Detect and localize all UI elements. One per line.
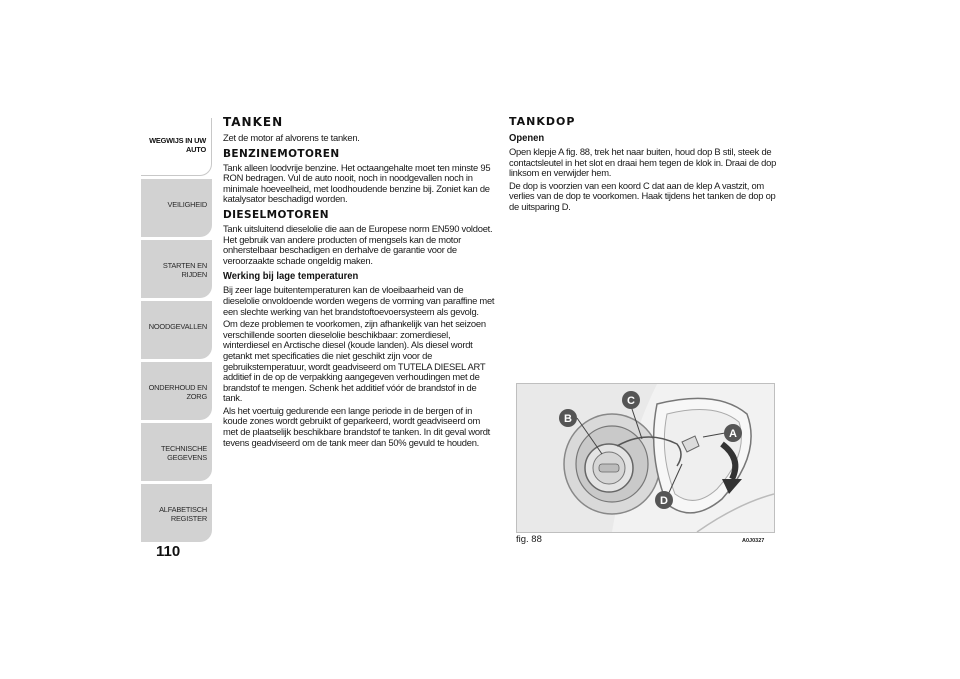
diesel-heading: DIESELMOTOREN xyxy=(223,208,329,221)
left-column xyxy=(223,115,495,450)
tab-label: VEILIGHEID xyxy=(167,200,207,209)
callout-b: B xyxy=(564,413,572,425)
tab-veiligheid[interactable] xyxy=(141,179,212,237)
figure-code: A0J0327 xyxy=(742,538,765,544)
fuel-cap-illustration xyxy=(516,383,775,533)
figure-caption: fig. 88 xyxy=(516,534,542,545)
lowtemp-paragraph-3: Als het voertuig gedurende een lange periode in de bergen of in koude zones wordt gebruikt of geparkeerd, wordt geadviseerd om met de plaatselijk beschikbare brandstof te tanken. In dit geval wordt tevens geadviseerd om de tank meer dan 50% gevuld te houden. xyxy=(223,404,491,448)
tab-technische-gegevens[interactable] xyxy=(141,423,212,481)
tab-onderhoud-en-zorg[interactable] xyxy=(141,362,212,420)
fuel-cap-drawing xyxy=(517,384,774,532)
lowtemp-heading: Werking bij lage temperaturen xyxy=(223,270,359,283)
tab-label: WEGWIJS IN UW AUTO xyxy=(149,136,206,154)
diesel-text: Tank uitsluitend dieselolie die aan de Europese norm EN590 voldoet. Het gebruik van andere producten of mengsels kan de motor onherstelbaar beschadigen en derhalve de garantie voor de veroorzaakte schade ongeldig maken. xyxy=(223,222,493,266)
tab-label: NOODGEVALLEN xyxy=(148,322,207,331)
open-heading: Openen xyxy=(509,132,545,144)
callout-d: D xyxy=(660,495,668,507)
chapter-tabs xyxy=(141,118,212,545)
tab-wegwijs-in-uw-auto[interactable] xyxy=(141,118,212,176)
page-number: 110 xyxy=(156,543,181,560)
tab-starten-en-rijden[interactable] xyxy=(141,240,212,298)
tab-noodgevallen[interactable] xyxy=(141,301,212,359)
callout-c: C xyxy=(627,395,635,407)
section-title: TANKDOP xyxy=(509,115,576,128)
section-title: TANKEN xyxy=(223,115,284,129)
open-paragraph-2: De dop is voorzien van een koord C dat aan de klep A vastzit, om verlies van de dop te voorkomen. Haak tijdens het tanken de dop op de uitsparing D. xyxy=(509,179,776,212)
lowtemp-paragraph-2: Om deze problemen te voorkomen, zijn afhankelijk van het seizoen verschillende soorten dieselolie beschikbaar: zomerdiesel, winterdiesel en Arctische diesel (koude landen). Als diesel wordt getankt met specificaties die niet geschikt zijn voor de gebruikstemperatuur, wordt geadviseerd om TUTELA DIESEL ART additief in de op de verpakking aangegeven verhoudingen met de brandstof te mengen. Schenk het additief vóór de brandstof in de tank. xyxy=(223,318,486,404)
lowtemp-paragraph-1: Bij zeer lage buitentemperaturen kan de vloeibaarheid van de dieselolie onvoldoende worden wegens de vorming van paraffine met een slechte werking van het brandstoftoevoersysteem als gevolg. xyxy=(223,284,495,317)
tab-label: ONDERHOUD EN ZORG xyxy=(148,383,207,401)
tab-label: ALFABETISCH REGISTER xyxy=(159,505,207,523)
petrol-heading: BENZINEMOTOREN xyxy=(223,147,340,160)
tab-alfabetisch-register[interactable] xyxy=(141,484,212,542)
callout-a: A xyxy=(729,428,737,440)
tab-label: STARTEN EN RIJDEN xyxy=(162,261,207,279)
tab-label: TECHNISCHE GEGEVENS xyxy=(160,444,207,462)
open-paragraph-1: Open klepje A fig. 88, trek het naar buiten, houd dop B stil, steek de contactsleutel in het slot en draai hem tegen de klok in. Draai de dop linksom en verwijder hem. xyxy=(509,146,777,179)
right-column xyxy=(509,115,781,215)
petrol-text: Tank alleen loodvrije benzine. Het octaangehalte moet ten minste 95 RON bedragen. Vul de auto nooit, noch in noodgevallen noch in minimale hoeveelheid, met loodhoudende benzine bij. Zoniet kan de katalysator beschadigd worden. xyxy=(223,161,491,205)
intro-text: Zet de motor af alvorens te tanken. xyxy=(223,132,360,143)
